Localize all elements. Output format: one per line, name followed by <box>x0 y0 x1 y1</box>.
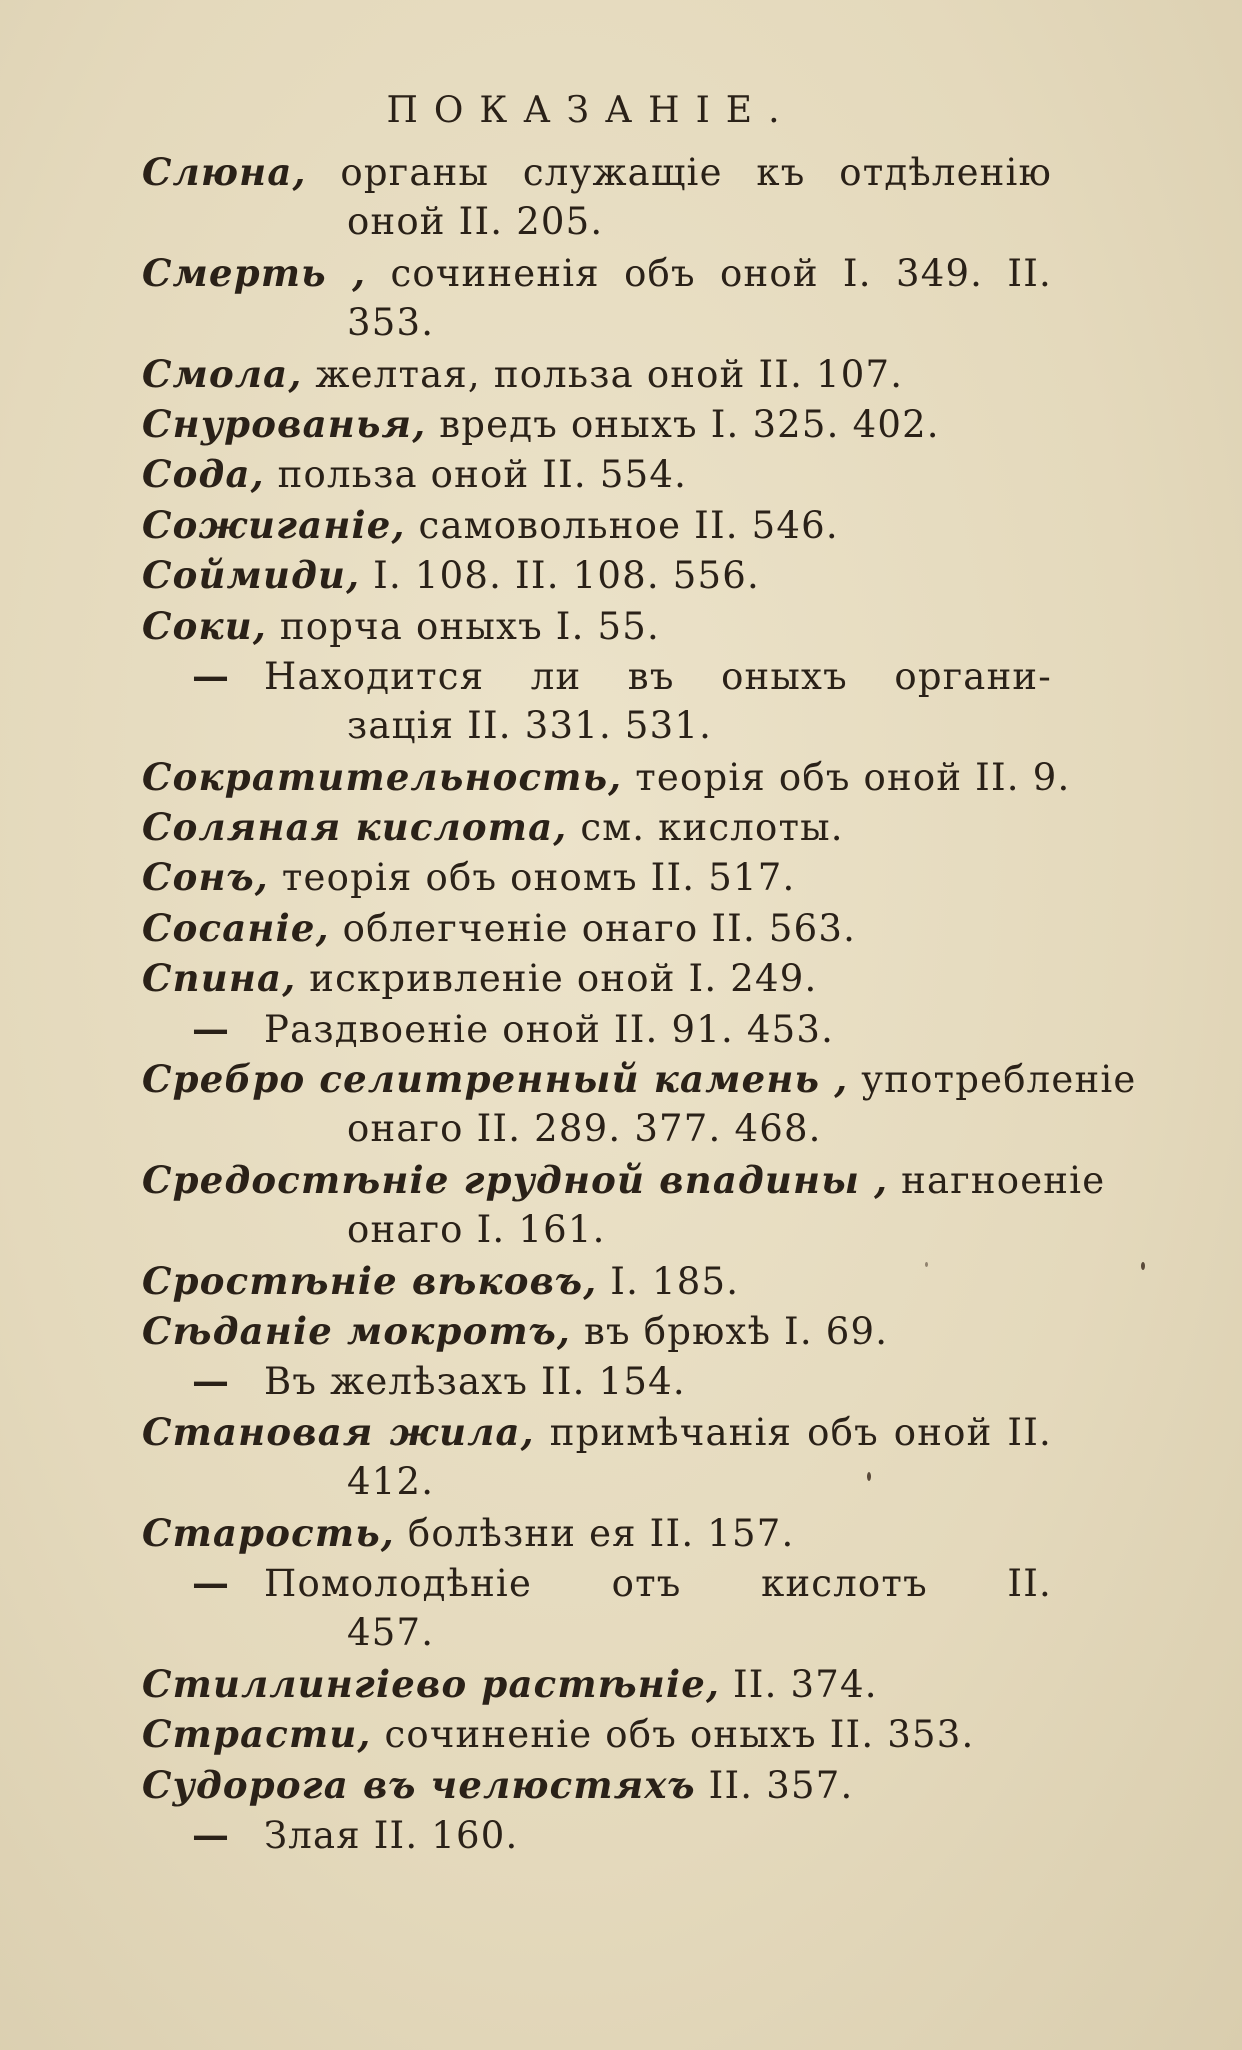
entry-term: Средостѣніе грудной впадины , <box>142 1157 889 1202</box>
entry-text: см. кислоты. <box>567 806 844 850</box>
entry-term: Сростѣніе вѣковъ, <box>142 1258 598 1303</box>
index-entry <box>142 1760 1052 1810</box>
entry-term: Снурованья, <box>142 401 427 446</box>
index-subentry <box>142 1004 1052 1054</box>
entry-term: Стиллингіево растѣніе, <box>142 1661 721 1706</box>
entry-term: Соки, <box>142 603 267 648</box>
entry-continuation: оной II. 205. <box>347 200 604 244</box>
entry-text: II. 374. <box>720 1662 878 1706</box>
entry-text: сочиненіе объ оныхъ II. 353. <box>371 1713 975 1757</box>
index-entry <box>142 449 1052 499</box>
index-entry <box>142 550 1052 600</box>
index-entry <box>142 903 1052 953</box>
index-entry <box>142 1508 1052 1558</box>
entry-text: I. 185. <box>597 1259 740 1303</box>
entry-term: Сода, <box>142 452 265 497</box>
entry-text: болѣзни ея II. 157. <box>394 1511 795 1555</box>
index-entries <box>142 147 1137 1860</box>
index-entry <box>142 500 1052 550</box>
index-entry <box>142 752 1071 802</box>
entry-dash: — <box>192 1812 231 1857</box>
index-subentry <box>142 1810 1052 1860</box>
entry-text: Злая II. 160. <box>264 1813 519 1857</box>
entry-term: Сребро селитренный камень , <box>142 1057 849 1102</box>
entry-term: Сожиганіе, <box>142 502 406 547</box>
index-entry <box>142 1709 1052 1759</box>
paper-speck <box>1141 1262 1145 1270</box>
entry-continuation: зація II. 331. 531. <box>347 704 713 748</box>
entry-text: примѣчанія объ оной II. <box>534 1410 1052 1454</box>
entry-continuation: онаго I. 161. <box>347 1208 606 1252</box>
index-entry <box>142 248 1052 298</box>
paper-speck <box>925 1262 928 1267</box>
entry-term: Становая жила, <box>142 1409 535 1454</box>
index-entry <box>142 953 1052 1003</box>
entry-term: Смола, <box>142 351 303 396</box>
entry-term: Сосаніе, <box>142 905 330 950</box>
entry-term: Соляная кислота, <box>142 805 568 850</box>
entry-text: Раздвоеніе оной II. 91. 453. <box>264 1007 835 1051</box>
entry-dash: — <box>192 1359 231 1404</box>
entry-text: сочиненія объ оной I. 349. II. <box>366 251 1052 295</box>
index-entry <box>142 1659 1052 1709</box>
entry-continuation: 457. <box>347 1611 435 1655</box>
index-entry <box>142 852 1052 902</box>
index-entry <box>142 147 1052 197</box>
entry-text: Находится ли въ оныхъ органи- <box>264 654 1052 698</box>
entry-continuation: онаго II. 289. 377. 468. <box>347 1107 822 1151</box>
page-header-text: ПОКАЗАНІЕ. <box>386 90 796 131</box>
entry-dash: — <box>192 1006 231 1051</box>
paper-speck <box>867 1472 871 1481</box>
index-entry <box>142 1054 1137 1104</box>
index-entry <box>142 349 1052 399</box>
entry-term: Страсти, <box>142 1712 372 1757</box>
entry-text: искривленіе оной I. 249. <box>296 957 818 1001</box>
index-subentry <box>142 1356 1052 1406</box>
entry-text: теорія объ ономъ II. 517. <box>268 856 796 900</box>
entry-text: Въ желѣзахъ II. 154. <box>264 1360 686 1404</box>
entry-text: порча оныхъ I. 55. <box>266 604 660 648</box>
index-subentry <box>142 651 1052 701</box>
entry-text: I. 108. II. 108. 556. <box>360 554 760 598</box>
entry-text: самовольное II. 546. <box>405 503 839 547</box>
entry-text: II. 357. <box>695 1763 854 1807</box>
entry-term: Судорога въ челюстяхъ <box>142 1762 696 1807</box>
entry-text: облегченіе онаго II. 563. <box>329 906 857 950</box>
entry-text: теорія объ оной II. 9. <box>622 755 1071 799</box>
entry-term: Старость, <box>142 1510 395 1555</box>
entry-continuation: 353. <box>347 301 435 345</box>
index-entry <box>142 601 1052 651</box>
entry-term: Сѣданіе мокротъ, <box>142 1308 572 1353</box>
entry-text: вредъ оныхъ I. 325. 402. <box>426 402 940 446</box>
entry-text: нагноеніе <box>888 1158 1106 1202</box>
entry-text: желтая, польза оной II. 107. <box>302 352 904 396</box>
entry-dash: — <box>192 1560 231 1605</box>
entry-text: Помолодѣніе отъ кислотъ II. <box>264 1561 1052 1605</box>
entry-text: польза оной II. 554. <box>264 453 688 497</box>
index-entry <box>142 1155 1106 1205</box>
entry-dash: — <box>192 653 231 698</box>
entry-text: въ брюхѣ I. 69. <box>571 1309 889 1353</box>
index-entry <box>142 1407 1052 1457</box>
index-entry <box>142 1306 1052 1356</box>
entry-term: Сократительность, <box>142 754 623 799</box>
entry-term: Соймиди, <box>142 553 361 598</box>
index-entry <box>142 802 1052 852</box>
entry-term: Смерть , <box>142 250 367 295</box>
entry-continuation: 412. <box>347 1460 435 1504</box>
entry-text: употребленіе <box>848 1058 1137 1102</box>
entry-text: органы служащіе къ отдѣленію <box>306 151 1052 194</box>
index-entry <box>142 399 1052 449</box>
index-subentry <box>142 1558 1052 1608</box>
page-header <box>0 90 1242 131</box>
entry-term: Слюна, <box>142 150 307 194</box>
index-entry <box>142 1256 1052 1306</box>
entry-term: Спина, <box>142 956 297 1001</box>
entry-term: Сонъ, <box>142 855 269 900</box>
